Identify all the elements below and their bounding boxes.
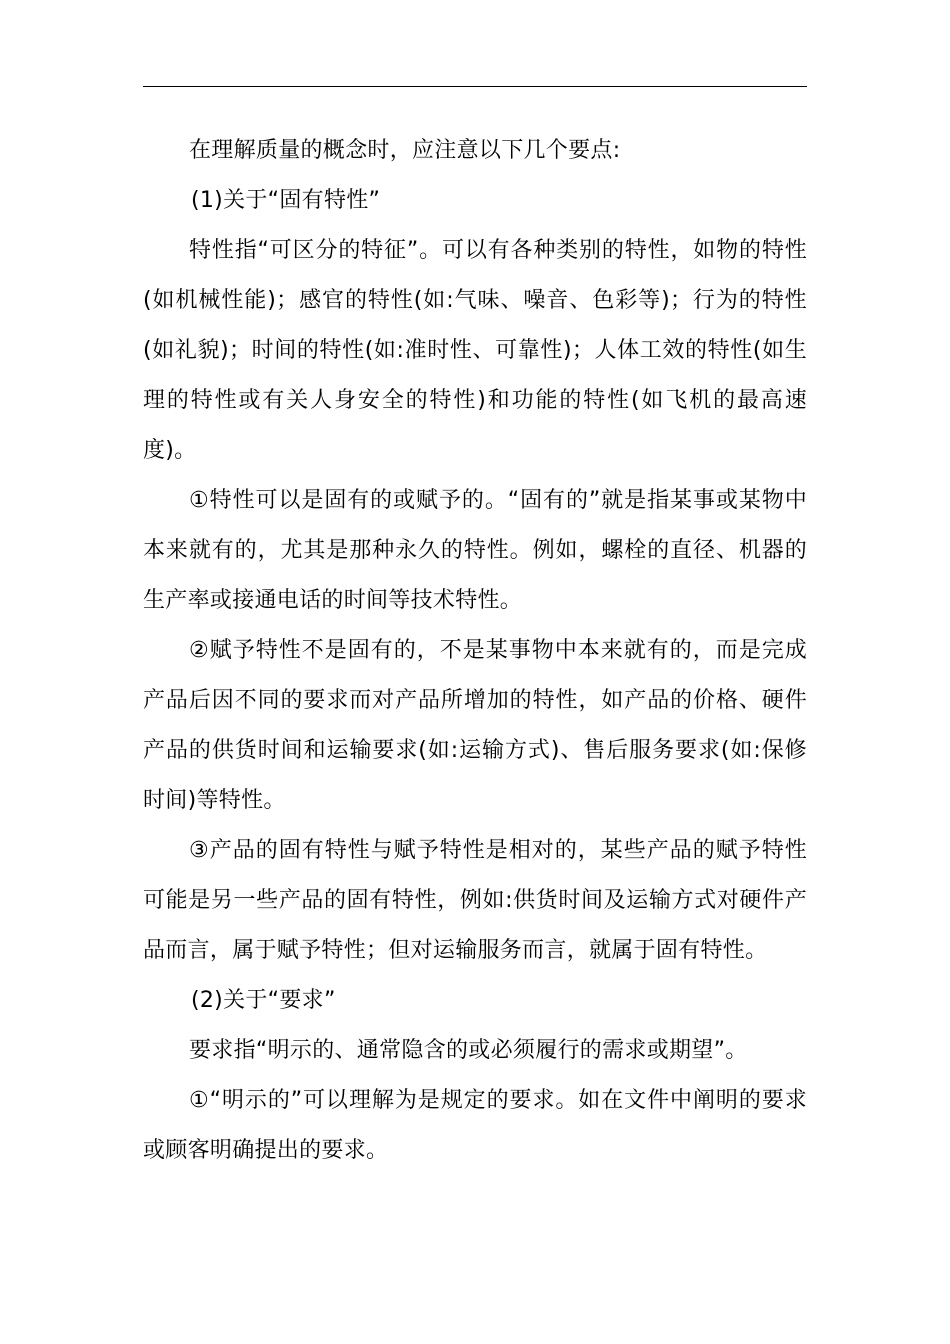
section-heading-requirements: (2)关于“要求”	[191, 988, 336, 1013]
paragraph-point-1-inherent: ①特性可以是固有的或赋予的。“固有的”就是指某事或某物中本来就有的，尤其是那种永久的特性。例如，螺栓的直径、机器的生产率或接通电话的时间等技术特性。	[143, 488, 807, 613]
section-heading-inherent-characteristics: (1)关于“固有特性”	[191, 188, 381, 213]
document-body	[143, 126, 807, 1176]
paragraph-requirements-definition: 要求指“明示的、通常隐含的或必须履行的需求或期望”。	[189, 1038, 748, 1063]
paragraph-intro: 在理解质量的概念时，应注意以下几个要点:	[189, 138, 621, 163]
header-rule	[143, 86, 807, 87]
paragraph-point-1-stated: ①“明示的”可以理解为是规定的要求。如在文件中阐明的要求或顾客明确提出的要求。	[143, 1088, 807, 1163]
paragraph-characteristics-definition: 特性指“可区分的特征”。可以有各种类别的特性，如物的特性(如机械性能)；感官的特性(如:气味、噪音、色彩等)；行为的特性(如礼貌)；时间的特性(如:准时性、可靠性)；人体工效的特性(如生理的特性或有关人身安全的特性)和功能的特性(如飞机的最高速度)。	[143, 238, 807, 463]
paragraph-point-2-assigned: ②赋予特性不是固有的，不是某事物中本来就有的，而是完成产品后因不同的要求而对产品所增加的特性，如产品的价格、硬件产品的供货时间和运输要求(如:运输方式)、售后服务要求(如:保修时间)等特性。	[143, 638, 807, 813]
paragraph-point-3-relative: ③产品的固有特性与赋予特性是相对的，某些产品的赋予特性可能是另一些产品的固有特性，例如:供货时间及运输方式对硬件产品而言，属于赋予特性；但对运输服务而言，就属于固有特性。	[143, 838, 807, 963]
